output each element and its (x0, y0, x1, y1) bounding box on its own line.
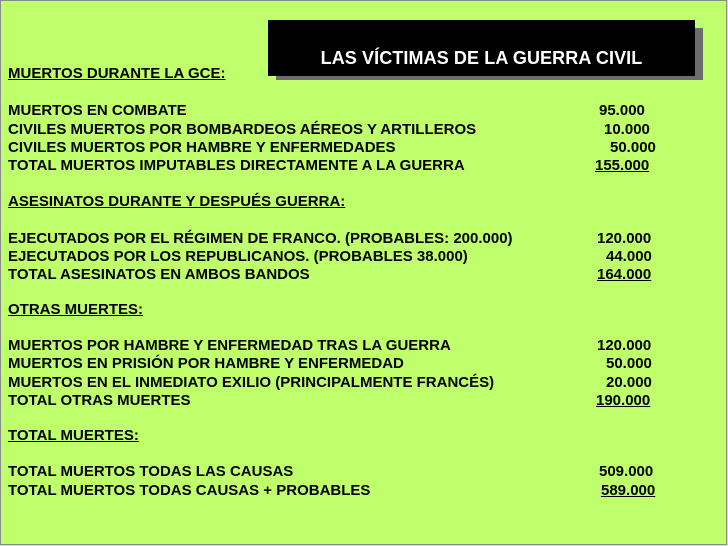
row-label: EJECUTADOS POR EL RÉGIMEN DE FRANCO. (PROBABLES: 200.000) (8, 230, 513, 247)
row-label: TOTAL MUERTOS IMPUTABLES DIRECTAMENTE A LA GUERRA (8, 157, 465, 174)
row-label: CIVILES MUERTOS POR HAMBRE Y ENFERMEDADES (8, 139, 396, 156)
row-label: EJECUTADOS POR LOS REPUBLICANOS. (PROBABLES 38.000) (8, 248, 468, 265)
row-value: 509.000 (599, 463, 654, 480)
row-label: MUERTOS EN EL INMEDIATO EXILIO (PRINCIPALMENTE FRANCÉS) (8, 374, 495, 391)
row-label: MUERTOS EN PRISIÓN POR HAMBRE Y ENFERMEDAD (8, 355, 404, 372)
row-label: MUERTOS POR HAMBRE Y ENFERMEDAD TRAS LA GUERRA (8, 337, 451, 354)
row-value: 120.000 (597, 337, 652, 354)
row-value-total: 155.000 (595, 157, 650, 174)
row-value: 20.000 (606, 374, 652, 391)
row-value: 95.000 (599, 102, 645, 119)
slide-title: LAS VÍCTIMAS DE LA GUERRA CIVIL (268, 20, 695, 76)
row-value: 50.000 (606, 355, 652, 372)
section-heading: MUERTOS DURANTE LA GCE: (8, 65, 226, 82)
row-value-total: 190.000 (596, 392, 651, 409)
row-label: MUERTOS EN COMBATE (8, 102, 187, 119)
row-value: 10.000 (604, 121, 650, 138)
row-value: 44.000 (606, 248, 652, 265)
row-label: TOTAL MUERTOS TODAS LAS CAUSAS (8, 463, 294, 480)
row-value-total: 589.000 (601, 482, 656, 499)
section-heading: ASESINATOS DURANTE Y DESPUÉS GUERRA: (8, 193, 346, 210)
row-label: CIVILES MUERTOS POR BOMBARDEOS AÉREOS Y ARTILLEROS (8, 121, 477, 138)
row-label: TOTAL MUERTOS TODAS CAUSAS + PROBABLES (8, 482, 371, 499)
row-value: 50.000 (610, 139, 656, 156)
row-label: TOTAL ASESINATOS EN AMBOS BANDOS (8, 266, 310, 283)
row-value: 120.000 (597, 230, 652, 247)
section-heading: TOTAL MUERTES: (8, 427, 139, 444)
row-label: TOTAL OTRAS MUERTES (8, 392, 191, 409)
row-value-total: 164.000 (597, 266, 652, 283)
section-heading: OTRAS MUERTES: (8, 301, 143, 318)
